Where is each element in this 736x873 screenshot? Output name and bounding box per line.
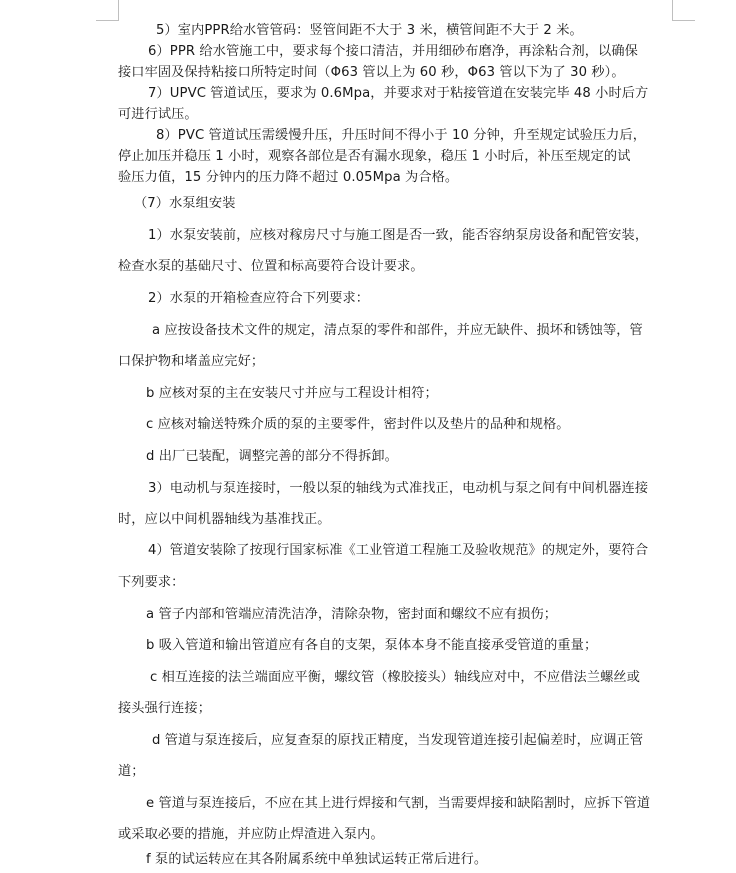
margin-corner-mark-right	[672, 0, 695, 21]
text-line: d 出厂已装配，调整完善的部分不得拆卸。	[146, 449, 398, 464]
text-line: c 应核对输送特殊介质的泵的主要零件，密封件以及垫片的品种和规格。	[146, 417, 570, 432]
text-line: 5）室内PPR给水管管码：竖管间距不大于 3 米，横管间距不大于 2 米。	[156, 23, 583, 38]
text-line: 4）管道安装除了按现行国家标准《工业管道工程施工及验收规范》的规定外，要符合	[148, 543, 649, 558]
text-line: 检查水泵的基础尺寸、位置和标高要符合设计要求。	[118, 259, 424, 274]
text-line: 接头强行连接；	[118, 701, 212, 716]
text-line: 1）水泵安装前，应核对稼房尺寸与施工图是否一致，能否容纳泵房设备和配管安装，	[148, 228, 649, 243]
text-line: a 管子内部和管端应清洗洁净，清除杂物，密封面和螺纹不应有损伤；	[146, 607, 558, 622]
text-line: 口保护物和堵盖应完好；	[118, 354, 265, 369]
text-line: 接口牢固及保持粘接口所特定时间（Φ63 管以上为 60 秒，Φ63 管以下为了 30 秒）。	[118, 65, 625, 80]
text-line: e 管道与泵连接后，不应在其上进行焊接和气割，当需要焊接和缺陷割时，应拆下管道	[146, 796, 651, 811]
section-heading: （7）水泵组安装	[134, 196, 236, 211]
text-line: b 应核对泵的主在安装尺寸并应与工程设计相符；	[146, 386, 438, 401]
text-line: f 泵的试运转应在其各附属系统中单独试运转正常后进行。	[146, 852, 488, 867]
text-line: 8）PVC 管道试压需缓慢升压，升压时间不得小于 10 分钟，升至规定试验压力后，	[156, 128, 647, 143]
text-line: 或采取必要的措施，并应防止焊渣进入泵内。	[118, 827, 384, 842]
text-line: d 管道与泵连接后，应复查泵的原找正精度，当发现管道连接引起偏差时，应调正管	[152, 733, 644, 748]
text-line: a 应按设备技术文件的规定，清点泵的零件和部件，并应无缺件、损坏和锈蚀等，管	[152, 323, 643, 338]
text-line: 可进行试压。	[118, 107, 198, 122]
text-line: 道；	[118, 764, 145, 779]
text-line: 3）电动机与泵连接时，一般以泵的轴线为式准找正，电动机与泵之间有中间机器连接	[148, 481, 649, 496]
text-line: b 吸入管道和输出管道应有各自的支架，泵体本身不能直接承受管道的重量；	[146, 638, 598, 653]
text-line: 6）PPR 给水管施工中，要求每个接口清洁，并用细砂布磨净，再涂粘合剂，以确保	[148, 44, 638, 59]
text-line: c 相互连接的法兰端面应平衡，螺纹管（橡胶接头）轴线应对中，不应借法兰螺丝或	[150, 670, 640, 685]
margin-corner-mark-left	[96, 0, 119, 21]
text-line: 时，应以中间机器轴线为基准找正。	[118, 512, 331, 527]
text-line: 2）水泵的开箱检查应符合下列要求：	[148, 291, 370, 306]
text-line: 下列要求：	[118, 575, 185, 590]
text-line: 验压力值，15 分钟内的压力降不超过 0.05Mpa 为合格。	[118, 170, 459, 185]
text-line: 停止加压并稳压 1 小时，观察各部位是否有漏水现象，稳压 1 小时后，补压至规定的试	[118, 149, 631, 164]
text-line: 7）UPVC 管道试压，要求为 0.6Mpa，并要求对于粘接管道在安装完毕 48 小时后方	[148, 86, 649, 101]
